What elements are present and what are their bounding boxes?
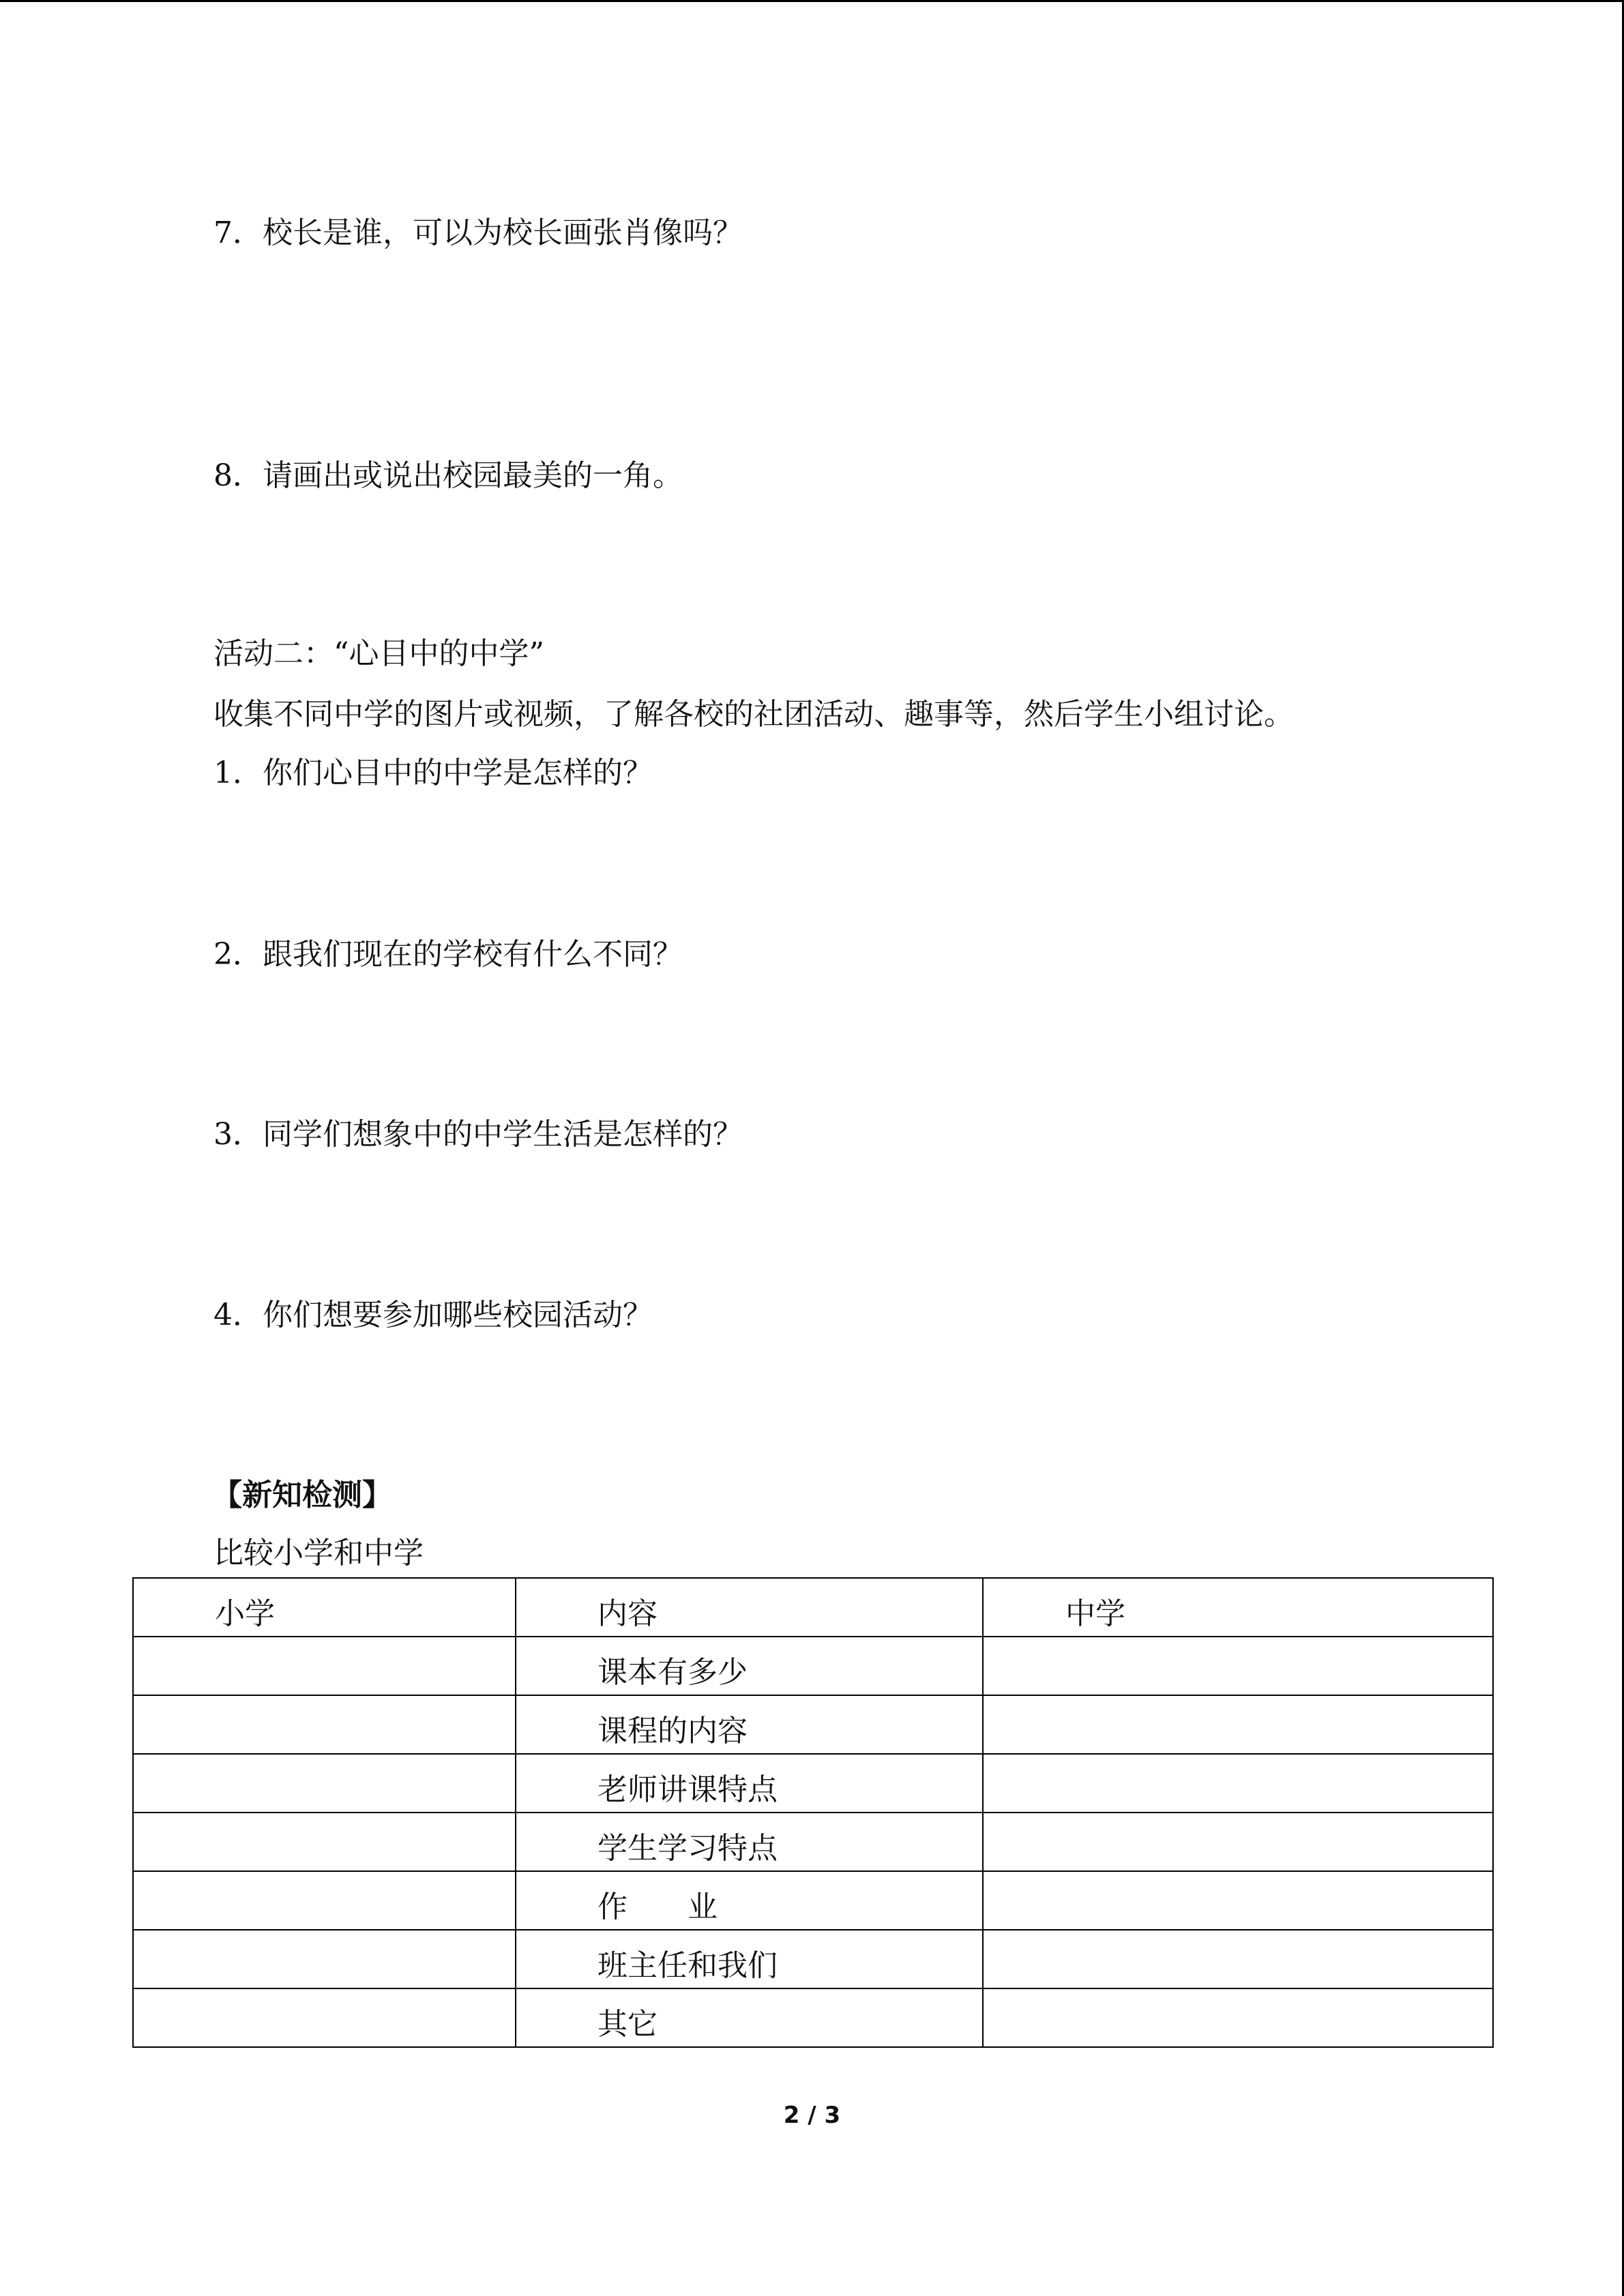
activity2-intro: 收集不同中学的图片或视频，了解各校的社团活动、趣事等，然后学生小组讨论。 xyxy=(213,697,1294,732)
table-row xyxy=(133,1813,1493,1871)
cell-primary[interactable] xyxy=(133,1813,516,1871)
section-heading: 【新知检测】 xyxy=(212,1478,392,1512)
comparison-table xyxy=(132,1577,1494,2048)
cell-primary[interactable] xyxy=(133,1754,516,1813)
header-middle xyxy=(983,1578,1493,1637)
cell-primary[interactable] xyxy=(133,1637,516,1695)
cell-middle[interactable] xyxy=(983,1754,1493,1813)
activity2-question-1: 1．你们心目中的中学是怎样的？ xyxy=(213,756,653,790)
activity2-question-2: 2．跟我们现在的学校有什么不同？ xyxy=(213,937,683,972)
cell-primary[interactable] xyxy=(133,1930,516,1988)
question-7: 7．校长是谁，可以为校长画张肖像吗？ xyxy=(213,215,743,250)
cell-primary[interactable] xyxy=(133,1988,516,2047)
header-content xyxy=(516,1578,983,1637)
cell-middle[interactable] xyxy=(983,1813,1493,1871)
header-middle-label: 中学 xyxy=(1065,1596,1125,1631)
cell-content xyxy=(516,1871,983,1930)
table-row xyxy=(133,1930,1493,1988)
activity2-question-4: 4．你们想要参加哪些校园活动？ xyxy=(213,1298,653,1332)
row-label: 其它 xyxy=(597,2007,658,2042)
cell-primary[interactable] xyxy=(133,1871,516,1930)
row-label: 班主任和我们 xyxy=(597,1948,778,1983)
table-row xyxy=(133,1637,1493,1695)
row-label: 学生学习特点 xyxy=(597,1831,778,1866)
page-number: 2 / 3 xyxy=(783,2102,841,2129)
cell-primary[interactable] xyxy=(133,1695,516,1754)
row-label: 作 业 xyxy=(597,1890,718,1924)
table-row xyxy=(133,1871,1493,1930)
cell-middle[interactable] xyxy=(983,1871,1493,1930)
header-primary-label: 小学 xyxy=(215,1596,275,1631)
cell-content xyxy=(516,1754,983,1813)
table-row xyxy=(133,1754,1493,1813)
table-caption: 比较小学和中学 xyxy=(213,1536,424,1570)
cell-middle[interactable] xyxy=(983,1695,1493,1754)
row-label: 课程的内容 xyxy=(597,1714,748,1748)
cell-content xyxy=(516,1988,983,2047)
header-content-label: 内容 xyxy=(597,1596,658,1631)
cell-content xyxy=(516,1930,983,1988)
activity2-question-3: 3．同学们想象中的中学生活是怎样的？ xyxy=(213,1117,743,1152)
header-primary xyxy=(133,1578,516,1637)
row-label: 课本有多少 xyxy=(597,1655,748,1690)
row-label: 老师讲课特点 xyxy=(597,1772,778,1807)
cell-middle[interactable] xyxy=(983,1988,1493,2047)
cell-middle[interactable] xyxy=(983,1637,1493,1695)
cell-content xyxy=(516,1695,983,1754)
table-header-row xyxy=(133,1578,1493,1637)
activity2-title: 活动二：“心目中的中学” xyxy=(213,636,544,671)
cell-content xyxy=(516,1813,983,1871)
cell-content xyxy=(516,1637,983,1695)
cell-middle[interactable] xyxy=(983,1930,1493,1988)
table-row xyxy=(133,1988,1493,2047)
question-8: 8．请画出或说出校园最美的一角。 xyxy=(213,458,683,493)
table-row xyxy=(133,1695,1493,1754)
